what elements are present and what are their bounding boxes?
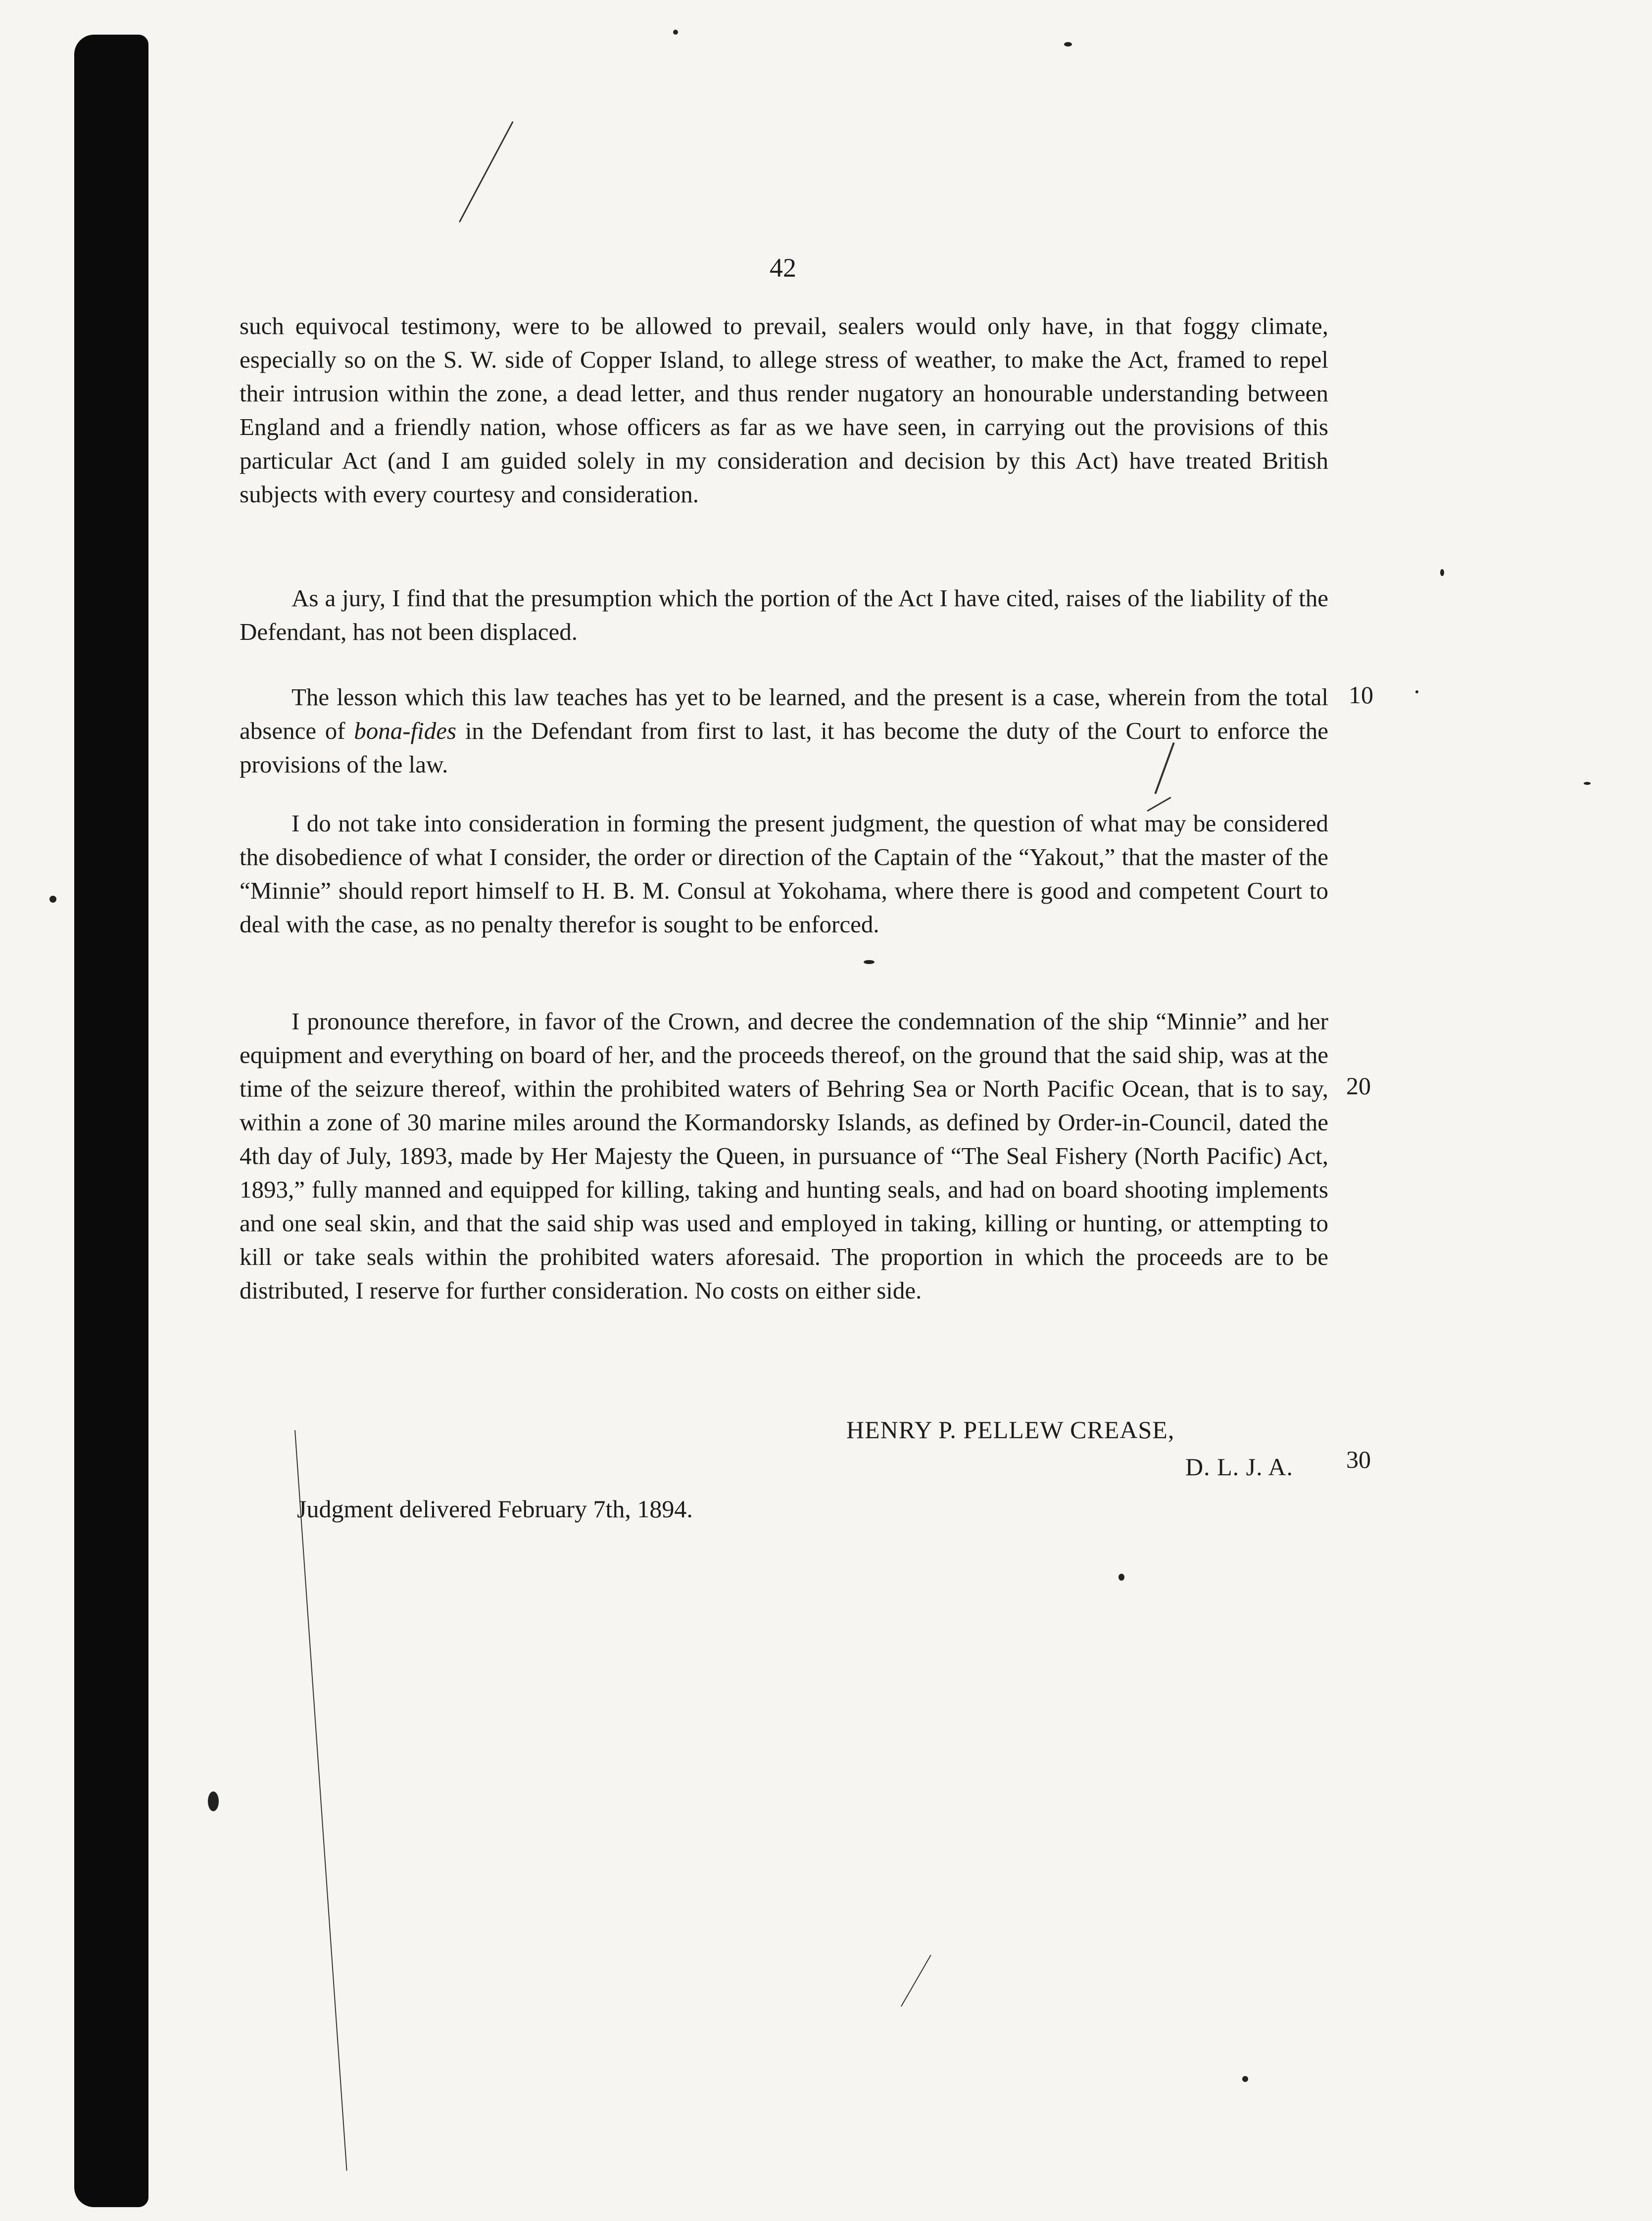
paragraph-4-text: I do not take into consideration in forming the present judgment, the question of what may be considered the disobedience of what I consider, the order or direction of the Captain of the “Yakout,” that the master of the “Minnie” should report himself to H. B. M. Consul at Yokohama, where there is good and competent Court to deal with the case, as no penalty therefor is sought to be enforced. (240, 810, 1328, 938)
scan-scratch (901, 1955, 931, 2007)
page-number: 42 (770, 253, 796, 283)
line-number-20: 20 (1346, 1072, 1371, 1100)
speck (1242, 2076, 1248, 2082)
paragraph-2-text: As a jury, I find that the presumption which the portion of the Act I have cited, raises of the liability of the Defendant, has not been displaced. (240, 584, 1328, 645)
line-number-10: 10 (1349, 681, 1373, 709)
speck (1118, 1574, 1124, 1581)
paragraph-1 (240, 309, 1328, 511)
paragraph-3-part-2: in the Defendant from first to last, it has become the duty of the Court to enforce the provisions of the law. (240, 717, 1328, 778)
signature-title: D. L. J. A. (1185, 1453, 1293, 1481)
paragraph-4 (240, 807, 1328, 941)
bona-fides-term: bona-fides (354, 717, 457, 744)
judgment-date: Judgment delivered February 7th, 1894. (297, 1495, 693, 1523)
scan-scratch (294, 1430, 347, 2171)
signature-name: HENRY P. PELLEW CREASE, (846, 1416, 1175, 1444)
paragraph-1-text: such equivocal testimony, were to be allowed to prevail, sealers would only have, in that foggy climate, especially so on the S. W. side of Copper Island, to allege stress of weather, to make the Act, framed to repel their intrusion within the zone, a dead letter, and thus render nugatory an honourable understanding between England and a friendly nation, whose officers as far as we have seen, in carrying out the provisions of this particular Act (and I am guided solely in my consideration and decision by this Act) have treated British subjects with every courtesy and consideration. (240, 312, 1328, 508)
speck (1584, 782, 1591, 785)
speck (208, 1791, 219, 1811)
line-number-30: 30 (1346, 1446, 1371, 1473)
paragraph-5-text: I pronounce therefore, in favor of the Crown, and decree the condemnation of the ship “Minnie” and her equipment and everything on board of her, and the proceeds thereof, on the ground that the said ship, was at the time of the seizure thereof, within the prohibited waters of Behring Sea or North Pacific Ocean, that is to say, within a zone of 30 marine miles around the Kormandorsky Islands, as defined by Order-in-Council, dated the 4th day of July, 1893, made by Her Majesty the Queen, in pursuance of “The Seal Fishery (North Pacific) Act, 1893,” fully manned and equipped for killing, taking and hunting seals, and had on board shooting implements and one seal skin, and that the said ship was used and employed in taking, killing or hunting, or attempting to kill or take seals within the prohibited waters aforesaid. The proportion in which the proceeds are to be distributed, I reserve for further consideration. No costs on either side. (240, 1008, 1328, 1304)
speck (1440, 569, 1444, 576)
speck (673, 30, 678, 35)
scan-scratch (459, 121, 514, 222)
binding-shadow (74, 35, 148, 2207)
paragraph-2 (240, 581, 1328, 649)
speck (1415, 690, 1418, 693)
speck (49, 896, 56, 903)
paragraph-5 (240, 1005, 1328, 1307)
speck (1064, 42, 1072, 47)
paragraph-3-part-1: The lesson which this law teaches has yet to be learned, and the present is a case, wherein from the total absence of (240, 683, 1328, 744)
speck (864, 960, 875, 964)
